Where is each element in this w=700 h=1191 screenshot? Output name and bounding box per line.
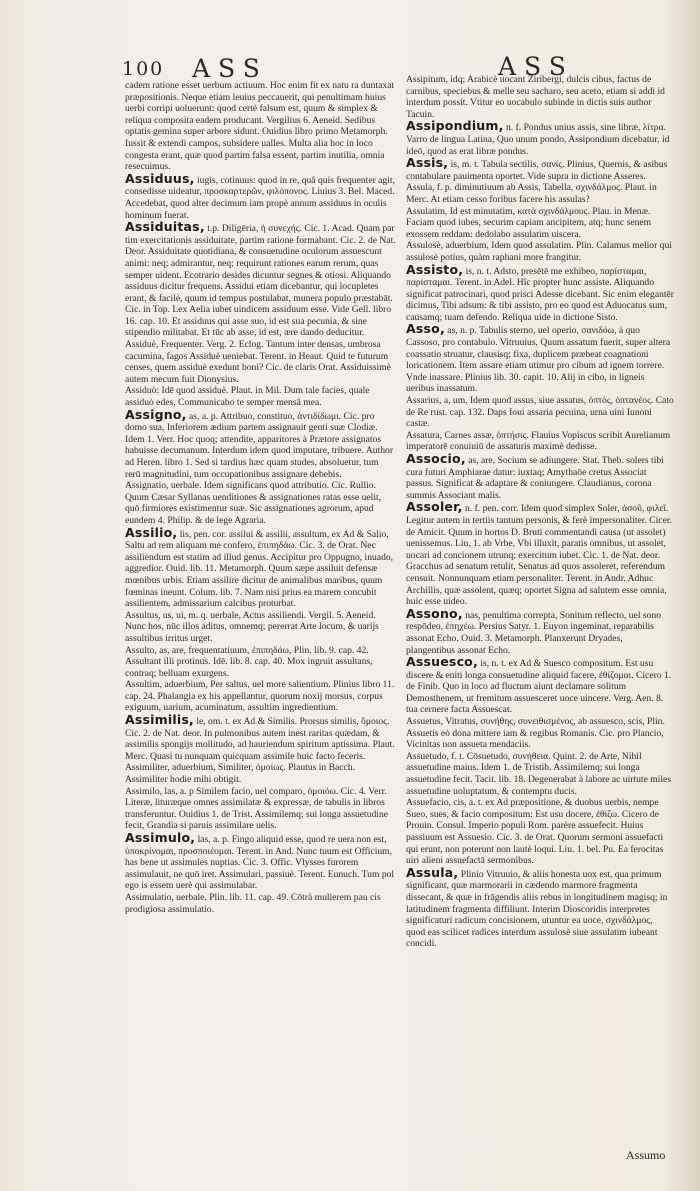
entry-text: is, n. t. Adsto, presētē me exhibeo, παρίσταμαι, παρίσταμαι. Terent. in Adel. Hîc propter hunc assiste. Aliquando significat patrocinari, quod prisci Adesse dicebant. Sic enim elegantēr dicimus, Tibi adsum: & tibi assisto, pro eo quod est Aduocatus sum, causamq; tuam defendo. Reliqua uide in dictione Sisto. bbox=[406, 265, 674, 323]
left-column bbox=[125, 80, 396, 1160]
dictionary-entry bbox=[125, 524, 396, 610]
entry-text: nas, penultima correpta, Sonitum reflecto, uel sono respōdeo, ἐπηχέω. Persius Satyr. 1. Euyon ingeminat, reparabilis assonat Echo. Ouid. 3. Metamorph. Planxerunt Dryades, plangentibus assonat Echo. bbox=[406, 609, 662, 656]
entry-text: Assignatio, uerbale. Idem significans quod attributio. Cic. Rullio. Quum Cæsar Syllanas uenditiones & assignationes ratas esse uelit, quō firmiores existimentur suæ. Sic assignationes agrorum, apud eundem 4. Philip. & de lege Agraria. bbox=[125, 480, 382, 526]
entry-text: lis, pen. cor. assilui & assilii, assultum, ex Ad & Salio, Saltu ad rem aliquam me confero, ἐπιπηδάω. Cic. 3. de Orat. Nec assiliendum est statim ad illud genus. Accipitur pro Oppugno, inuado, aggredior. Ouid. lib. 11. Metamorph. Quum sæpe assiluit defensæ mœnibus urbis. Etiam assilire dicitur de animalibus maribus, quum fœminas ineunt. Colum. lib. 7. Nam nisi prius ea marem concubit assilientem, admissarium calcibus proturbat. bbox=[125, 528, 394, 610]
dictionary-entry bbox=[406, 501, 674, 607]
entry-text: cadem ratione esset uerbum actiuum. Hoc enim fit ex natu ra duntaxat præpositionis. Neque etiam leuius peccauerit, qui penultimam huius uerbi corripi uoluerunt: quod certè falsum est, quum & simplex & reliqua composita eadem producant. Vergilius 6. Aeneid. Sedibus optatis gemina super arbore sidunt. Ouidius libro primo Metamorph. Iussit & extendi campos, subsidere ualles. Multa alia hoc in loco congesta erant, quæ quod partim falsa essent, partim inutilia, omnia resecuimus. bbox=[125, 80, 395, 173]
dictionary-entry bbox=[406, 797, 674, 867]
right-column bbox=[406, 74, 674, 1144]
entry-text: Assulto, as, are, frequentatiuum, ἐπιπηδάω, Plin. lib. 9. cap. 42. Assultant illi protinus. Idē. lib. 8. cap. 40. Mox ingruit assultans, contraq; belluam exurgens. bbox=[125, 644, 373, 679]
entry-text: as, a. p. Attribuo, constituo, ἀντιδίδωμι. Cic. pro domo sua, Inferiorem ædium partem assignauit genti suæ Clodiæ. Idem 1. Verr. Hoc quoq; attendite, apparitores à Prætore assignatos habuisse decumanum. Interdum idem quod imputare, tribuere. Author ad Heren. libro 1. Sed si tardius hæc quam studes, absoluetur, tum rerū magnitudini, tum occupationibus assignare debebis. bbox=[125, 410, 394, 480]
entry-text: n. f. Pondus unius assis, sine libræ, λίτρα. Varro de lingua Latina, Quo unum pondo, Assipondium dicebatur, id ideō, quod as erat libræ pondus. bbox=[406, 122, 670, 157]
dictionary-entry bbox=[406, 74, 674, 120]
entry-text: as, are, Socium se adiungere. Stat. Theb. solers tibi cura futuri Amphiarae datur: iuxtaq; Amythaōe cretus Associat passus. Significat & adaptare & coniungere. Claudianus, corona summis Associant malis. bbox=[406, 455, 664, 501]
dictionary-entry bbox=[125, 385, 396, 408]
catchword: Assumo bbox=[626, 1148, 666, 1162]
entry-headword: Assipondium, bbox=[406, 118, 504, 134]
dictionary-entry bbox=[125, 645, 396, 680]
entry-text: Assimulatio, uerbale. Plin. lib. 11. cap. 49. Cōtrà mulierem pau cis prodigiosa assimulatio. bbox=[125, 891, 381, 915]
entry-headword: Assimilis, bbox=[125, 712, 194, 728]
dictionary-entry bbox=[406, 395, 674, 430]
dictionary-entry bbox=[406, 206, 674, 241]
entry-text: Assultim, aduerbium, Per saltus, uel more salientium. Plinius libro 11. cap. 24. Phalangia ex his appellantur, quorum noxij morsus, corpus exiguum, uarium, acuminatum, assultim ingredientium. bbox=[125, 679, 395, 714]
entry-headword: Assisto, bbox=[406, 261, 464, 277]
entry-text: las, a. p. Fingo aliquid esse, quod re uera non est, ὑποκρίνομαι, προσποιέομαι. Terent. in And. Nunc tuum est Officium, has bene ut assimules nuptias. Cic. 3. Offic. Vlysses furorem assimulauit, ne quō iret. Assimulari, passiuè. Terent. Eunuch. Tum pol ego is essem uerè qui assimulabar. bbox=[125, 834, 395, 892]
dictionary-entry bbox=[125, 406, 396, 481]
entry-text: is, m. t. Tabula sectilis, σανίς. Plinius, Quernis, & asibus contabulare pauimenta oportet. Vide supra in dictione Asseres. bbox=[406, 159, 668, 182]
dictionary-entry bbox=[125, 170, 396, 221]
entry-headword: Assimulo, bbox=[125, 830, 196, 845]
entry-text: Assulosè, aduerbium, Idem quod assulatim. Plin. Calamus melior qui assulosè potius, quàm raphani more frangitur. bbox=[406, 240, 672, 263]
dictionary-entry bbox=[406, 453, 674, 501]
entry-headword: Assula, bbox=[406, 864, 459, 880]
entry-text: Assimiliter, aduerbium, Similiter, ὁμοίως. Plautus in Bacch. Assimiliter hodie mihi obtigit. bbox=[125, 762, 355, 786]
entry-headword: Assis, bbox=[406, 155, 449, 171]
entry-text: Assuetus, Vitratus, συνήθης, συνειθισμένος, ab assuesco, scis, Plin. Assuetis eò dona mittere iam & regibus Romanis. Cic. pro Plancio, Vicinitas non assueta mendaciis. bbox=[406, 716, 665, 751]
entry-text: t.p. Diligēria, ἡ συνεχής. Cic. 1. Acad. Quam par tim exercitationis assiduitate, partim ratione formabant. Cic. 2. de Nat. Deor. Assiduitate quotidiana, & consuetudine oculorum assuescunt animi: neq; admirantur, neq; requirunt rationes earum rerum, quas semper uident. Ecotrario desides dicuntur segnes & otiosi. Aliquando assiduus dicitur frequens. Assidui etiam dicebantur, qui locupletes erant, & facilè, quum id tempus postulabat, munera populo præstabāt. Cic. in Top. Lex Aelia iubet uindicem assiduum esse. Vide Gell. libro 16. cap. 10. Et assiduus qui asse suo, id est sua pecunia, & sine stipendio militabat. Et tūc ab asse, id est, ære dando deducitur. bbox=[125, 223, 396, 339]
dictionary-entry bbox=[406, 261, 674, 324]
entry-text: Assiduò: Idē quod assiduè. Plaut. in Mil. Dum tale facies, quale assiduò edes, Communicabo te semper mensâ mea. bbox=[125, 385, 370, 409]
dictionary-entry bbox=[406, 157, 674, 182]
dictionary-entry bbox=[125, 832, 396, 892]
entry-text: Assatura, Carnes assæ, ὀπτήσις. Flauius Vopiscus scribit Aurelianum imperatorē conuiuiū de assaturis maximè dedisse. bbox=[406, 429, 671, 453]
entry-text: iugis, cotinuus: quod in re, quâ quis frequenter agit, consedisse uideatur, προσκαρτερῶν, φιλόπονος. Liuius 3. Bel. Maced. Accedebat, quod alter decimum iam propè annum assiduus in oculis hominum fuerat. bbox=[125, 174, 395, 221]
entry-headword: Assiduus, bbox=[125, 170, 195, 186]
dictionary-entry bbox=[406, 716, 674, 751]
dictionary-entry bbox=[125, 679, 396, 714]
entry-headword: Associo, bbox=[406, 451, 466, 466]
dictionary-entry bbox=[125, 480, 396, 526]
entry-text: Assiduè, Frequenter. Verg. 2. Eclog. Tantum inter densas, umbrosa cacumina, fagos Assiduè ueniebat. Terent. in Heaut. Quid te futurum censes, quem assiduè exedunt boni? Cic. de claris Orat. Assiduissimè autem mecum fuit Dionysius. bbox=[125, 339, 391, 385]
entry-text: Plinio Vitruuio, & aliis honesta uox est, qua primum significant, quæ marmorarii in cædendo marmore fragmenta dissecant, & quæ in frāgendis aliis rebus in longitudinem magisq; in latitudinem fragmenta diffiliunt. Interim Dioscoridis interpretes significaturi radicum concisionem, utuntur ea uoce, σχινδάλμος, quod eas scilicet radices interdum assulosè siue assulatim iubeant concidi. bbox=[406, 868, 668, 950]
dictionary-entry bbox=[125, 892, 396, 915]
entry-text: is, n. t. ex Ad & Suesco compositum. Est usu discere & eniti longa consuetudine aliquid facere, ἐθίζομαι. Cicero 1. de Finib. Quo in loco ad fluctum aiunt declamare solitum Demosthenem, ut fremitum assuesceret uoce uincere. Verg. Aen. 8. tua cernere facta Assuescat. bbox=[406, 658, 672, 716]
entry-headword: Assuesco, bbox=[406, 654, 478, 670]
entry-text: Assarius, a, um, Idem quod assus, siue assatus, ὀπτὸς, ὀπτανέος. Cato de Re rust. cap. 132. Daps Ioui assaria pecuina, urna uini Iunoni castæ. bbox=[406, 395, 674, 430]
entry-headword: Assilio, bbox=[125, 524, 178, 540]
entry-text: as, n. p. Tabulis sterno, uel operio, σανιδόω, à quo Cassoso, pro contabulo. Vitruuius, Quum assatum fuerit, super altera coassatio struatur, clausisq; fixa, duplicem præbeat coagnationi loricationem. Item assare etiam utimur pro cibum ad ignem torrere. Vnde inassare. Plinius lib. 30. capit. 10. Alij in cibo, in ligneis ueribus inassatum. bbox=[406, 325, 671, 395]
entry-text: Assuetudo, f. t. Cōsuetudo, συνήθεια. Quint. 2. de Arte, Nihil assuetudine maius. Idem 1. de Tristib. Assimilemq; sui longa assuetudine fecit. Tacit. lib. 18. Degenerabat à labore ac uirtute miles assuetudine uoluptatum, & contemptu ducis. bbox=[406, 750, 672, 797]
dictionary-entry bbox=[125, 714, 396, 762]
entry-headword: Assiduitas, bbox=[125, 219, 205, 235]
entry-text: Assuefacio, cis, a. t. ex Ad præpositione, & duobus uerbis, nempe Sueo, sues, & facio compositum: Est usu docere, ἐθίζω. Cicero de Prouin. Consul. Imperio populi Rom. parère assuefecit. Huius passiuum est Assuesio. Cic. 3. de Orat. Quorum sermoni assuefacti qui erunt, non poterunt non lautè loqui. Liu. 1. bel. Pu. Ea ferocitas uiri alieni assuefactā sermonibus. bbox=[406, 797, 664, 867]
entry-headword: Assoler, bbox=[406, 499, 463, 515]
dictionary-entry bbox=[406, 430, 674, 453]
entry-text: le, om. t. ex Ad & Similis. Prorsus similis, ὅμοιος. Cic. 2. de Nat. deor. In pulmonibus autem inest raritas quædam, & assimilis spongijs mollitudo, ad hauriendum spiritum aptissima. Plaut. Merc. Quasi tu nunquam quicquam assimile huic facto feceris. bbox=[125, 716, 395, 762]
entry-text: Assulatim, Id est minutatim, κατὰ σχινδάλμους. Plau. in Menæ. Faciam quod iubes, securim capiam ancipitem, atq; hunc senem exossem reddam: dedolabo assulatim uiscera. bbox=[406, 205, 652, 240]
dictionary-entry bbox=[125, 339, 396, 385]
entry-headword: Asso, bbox=[406, 321, 445, 337]
dictionary-entry bbox=[125, 80, 396, 173]
dictionary-entry bbox=[125, 221, 396, 339]
dictionary-entry bbox=[406, 656, 674, 716]
dictionary-entry bbox=[125, 610, 396, 645]
running-head-right: ASS bbox=[498, 52, 574, 81]
entry-text: Assipitum, idq; Arabicè uocant Ziribergi, dulcis cibus, factus de carnibus, speciebus & melle seu sacharo, seu aceto, etiam si addi id interdum possit. Vtitur eo uocabulo subinde in dictis suis author Tacuin. bbox=[406, 74, 665, 120]
page-number: 100 bbox=[122, 58, 165, 80]
dictionary-entry bbox=[406, 605, 674, 656]
dictionary-entry bbox=[125, 786, 396, 832]
dictionary-entry bbox=[406, 240, 674, 263]
entry-text: Assimilo, las, a. p Similem facio, uel comparo, ὁμοιόω. Cic. 4. Verr. Literæ, lituræque omnes assimilatæ & expressæ, de tabulis in libros transferuntur. Ouidius 1. de Trist. Assimilemq; sui longa assuetudine fecit, Grandia si paruis assimilare uelis. bbox=[125, 785, 389, 832]
dictionary-entry bbox=[406, 182, 674, 205]
dictionary-entry bbox=[406, 864, 674, 950]
running-head-left: ASS bbox=[192, 54, 268, 83]
entry-text: Assula, f. p. diminutiuum ab Assis, Tabella, σχινδάλμος. Plaut. in Merc. At etiam cesso foribus facere his assulas? bbox=[406, 182, 657, 205]
dictionary-entry bbox=[406, 751, 674, 797]
entry-headword: Assono, bbox=[406, 605, 463, 621]
dictionary-entry bbox=[406, 323, 674, 395]
dictionary-entry bbox=[406, 120, 674, 157]
entry-headword: Assigno, bbox=[125, 406, 187, 422]
entry-text: n. f. pen. corr. Idem quod simplex Soler, ἀσοῦ, φιλεῖ. Legitur autem in tertiis tantum personis, & ferè impersonaliter. Cicer. de Amicit. Quum in hortos D. Bruti commentandi causa (ut assolet) uenissemus. Liu. 1. ab Vrbe, Vbi illuxit, paratis omnibus, ut assolet, uocari ad concionem utrunq; exercitum iubet. Cic. 1. de Nat. deor. Gracchus ad senatum retulit, Senatus ad quos assoleret, referendum censuit. Nonnunquam etiam personaliter. Terent. in Andr. Adhuc Archillis, quæ assolent, quæq; oportet Signa ad salutem esse omnia, huic esse uideo. bbox=[406, 503, 672, 608]
dictionary-entry bbox=[125, 762, 396, 785]
entry-text: Assultus, us, ui, m. q. uerbale, Actus assiliendi. Vergil. 5. Aeneid. Nunc hos, nūc illos aditus, omnemq; pererrat Arte locum, & uarijs assultibus irritus urget. bbox=[125, 609, 379, 644]
